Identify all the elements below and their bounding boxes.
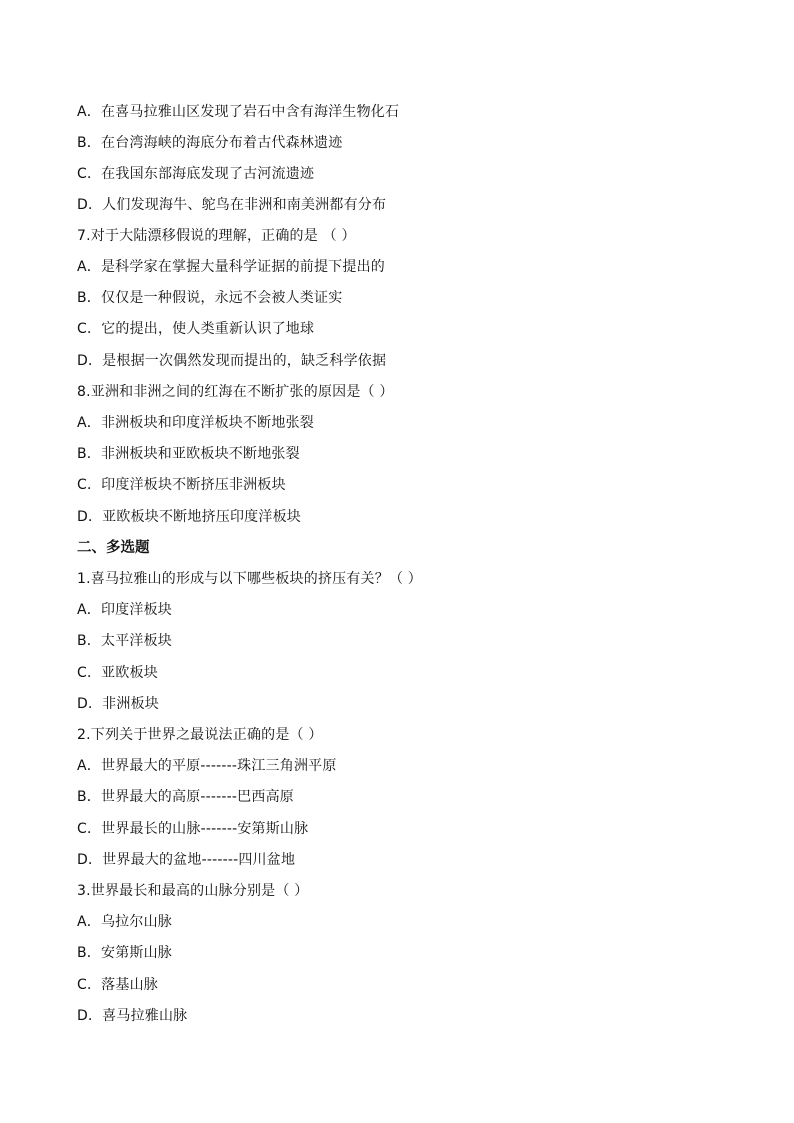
q6-option-b: B．在台湾海峡的海底分布着古代森林遗迹 <box>77 135 343 151</box>
mq3-option-d: D．喜马拉雅山脉 <box>77 1008 188 1024</box>
mq1-stem: 1.喜马拉雅山的形成与以下哪些板块的挤压有关？（ ） <box>77 571 423 587</box>
q6-option-a: A．在喜马拉雅山区发现了岩石中含有海洋生物化石 <box>77 104 400 120</box>
mq1-option-b: B．太平洋板块 <box>77 633 173 649</box>
section-title: 二、多选题 <box>77 540 150 556</box>
mq3-option-a: A．乌拉尔山脉 <box>77 914 172 930</box>
mq1-option-d: D．非洲板块 <box>77 696 159 712</box>
q7-option-a: A．是科学家在掌握大量科学证据的前提下提出的 <box>77 259 385 275</box>
mq3-stem: 3.世界最长和最高的山脉分别是（ ） <box>77 883 309 899</box>
mq2-option-b: B．世界最大的高原-------巴西高原 <box>77 789 294 805</box>
mq2-option-c: C．世界最长的山脉-------安第斯山脉 <box>77 821 309 837</box>
mq1-option-a: A．印度洋板块 <box>77 602 172 618</box>
q8-option-a: A．非洲板块和印度洋板块不断地张裂 <box>77 415 314 431</box>
q8-stem: 8.亚洲和非洲之间的红海在不断扩张的原因是（ ） <box>77 384 394 400</box>
q8-option-b: B．非洲板块和亚欧板块不断地张裂 <box>77 446 300 462</box>
q7-option-c: C．它的提出，使人类重新认识了地球 <box>77 321 315 337</box>
q7-stem: 7.对于大陆漂移假说的理解，正确的是 （ ） <box>77 228 356 244</box>
mq3-option-c: C．落基山脉 <box>77 977 158 993</box>
mq1-option-c: C．亚欧板块 <box>77 665 158 681</box>
mq3-option-b: B．安第斯山脉 <box>77 945 173 961</box>
q6-option-c: C．在我国东部海底发现了古河流遗迹 <box>77 166 315 182</box>
q8-option-c: C．印度洋板块不断挤压非洲板块 <box>77 477 286 493</box>
q8-option-d: D．亚欧板块不断地挤压印度洋板块 <box>77 509 301 525</box>
mq2-option-a: A．世界最大的平原-------珠江三角洲平原 <box>77 758 337 774</box>
mq2-option-d: D．世界最大的盆地-------四川盆地 <box>77 852 296 868</box>
q7-option-b: B．仅仅是一种假说，永远不会被人类证实 <box>77 290 343 306</box>
q6-option-d: D．人们发现海牛、鸵鸟在非洲和南美洲都有分布 <box>77 197 387 213</box>
q7-option-d: D．是根据一次偶然发现而提出的，缺乏科学依据 <box>77 353 387 369</box>
mq2-stem: 2.下列关于世界之最说法正确的是（ ） <box>77 727 323 743</box>
